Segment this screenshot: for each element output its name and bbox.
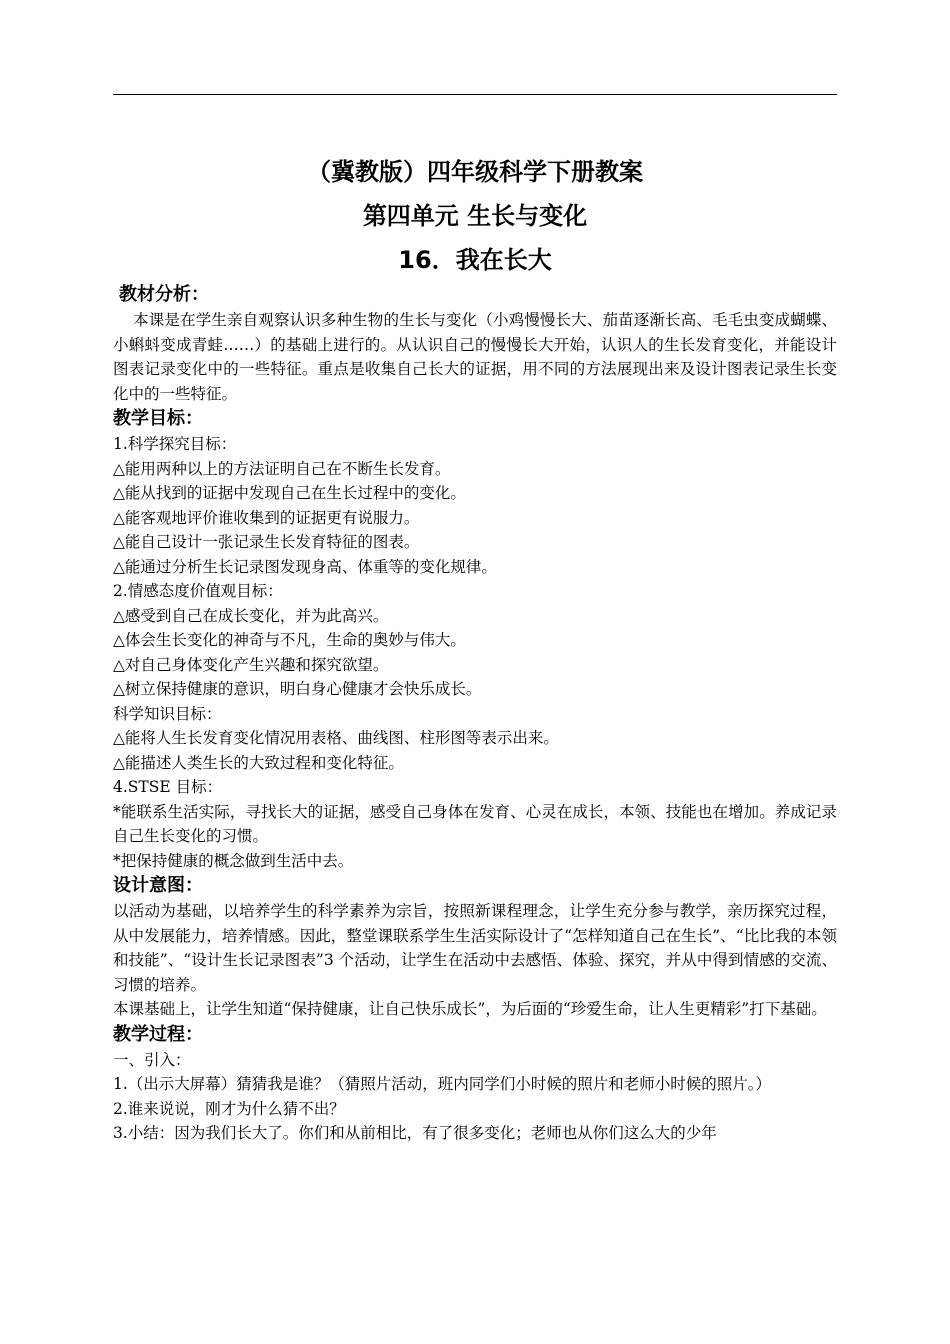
goal-line: △感受到自己在成长变化，并为此高兴。 — [113, 606, 389, 625]
goal-line: △能将人生长发育变化情况用表格、曲线图、柱形图等表示出来。 — [113, 729, 559, 747]
goal-line: 科学知识目标： — [113, 704, 222, 723]
process-line: 3.小结：因为我们长大了。你们和从前相比，有了很多变化；老师也从你们这么大的少年 — [113, 1124, 717, 1142]
goal-line: △树立保持健康的意识，明白身心健康才会快乐成长。 — [113, 680, 482, 698]
design-paragraph: 以活动为基础，以培养学生的科学素养为宗旨，按照新课程理念，让学生充分参与教学，亲历探究过程，从中发展能力，培养情感。因此，整堂课联系学生生活实际设计了“怎样知道自己在生长”、“比比我的本领和技能”、“设计生长记录图表”3 个活动，让学生在活动中去感悟、体验、探究，并从中得到情感的交流、习惯的培养。 — [113, 902, 837, 994]
goal-line: 4.STSE 目标： — [113, 778, 223, 796]
goal-line: △能用两种以上的方法证明自己在不断生长发育。 — [113, 459, 451, 478]
lesson-title: 16．我在长大 — [398, 246, 552, 274]
section-heading-analysis: 教材分析： — [119, 284, 209, 305]
goal-line: *能联系生活实际，寻找长大的证据，感受自己身体在发育、心灵在成长，本领、技能也在增加。养成记录自己生长变化的习惯。 — [113, 802, 837, 845]
section-heading-design: 设计意图： — [113, 875, 203, 896]
goal-line: △对自己身体变化产生兴趣和探究欲望。 — [113, 655, 389, 674]
process-line: 一、引入： — [113, 1050, 191, 1069]
goal-line: △能描述人类生长的大致过程和变化特征。 — [113, 753, 404, 772]
document-title: （冀教版）四年级科学下册教案 — [307, 158, 643, 186]
unit-title: 第四单元 生长与变化 — [362, 202, 588, 230]
analysis-paragraph: 本课是在学生亲自观察认识多种生物的生长与变化（小鸡慢慢长大、茄苗逐渐长高、毛毛虫变成蝴蝶、小蝌蚪变成青蛙……）的基础上进行的。从认识自己的慢慢长大开始，认识人的生长发育变化，并能设计图表记录变化中的一些特征。重点是收集自己长大的证据，用不同的方法展现出来及设计图表记录生长变化中的一些特征。 — [113, 311, 837, 403]
goal-line: △能自己设计一张记录生长发育特征的图表。 — [113, 533, 420, 551]
section-heading-goals: 教学目标： — [113, 408, 203, 429]
document-page — [113, 150, 837, 1146]
design-paragraph: 本课基础上，让学生知道“保持健康，让自己快乐成长”，为后面的“珍爱生命，让人生更精彩”打下基础。 — [113, 1000, 827, 1018]
goal-line: △能客观地评价谁收集到的证据更有说服力。 — [113, 508, 420, 527]
process-line: 2.谁来说说，刚才为什么猜不出？ — [113, 1099, 345, 1118]
goal-line: *把保持健康的概念做到生活中去。 — [113, 851, 354, 870]
process-line: 1.（出示大屏幕）猜猜我是谁？（猜照片活动，班内同学们小时候的照片和老师小时候的照片。） — [113, 1075, 772, 1093]
goal-line: △能通过分析生长记录图发现身高、体重等的变化规律。 — [113, 557, 497, 576]
goal-line: 2.情感态度价值观目标： — [113, 582, 283, 600]
goal-line: △能从找到的证据中发现自己在生长过程中的变化。 — [113, 484, 466, 502]
section-heading-process: 教学过程： — [113, 1023, 203, 1045]
goal-line: 1.科学探究目标： — [113, 435, 237, 453]
header-rule — [113, 94, 837, 95]
goal-line: △体会生长变化的神奇与不凡，生命的奥妙与伟大。 — [113, 631, 466, 649]
